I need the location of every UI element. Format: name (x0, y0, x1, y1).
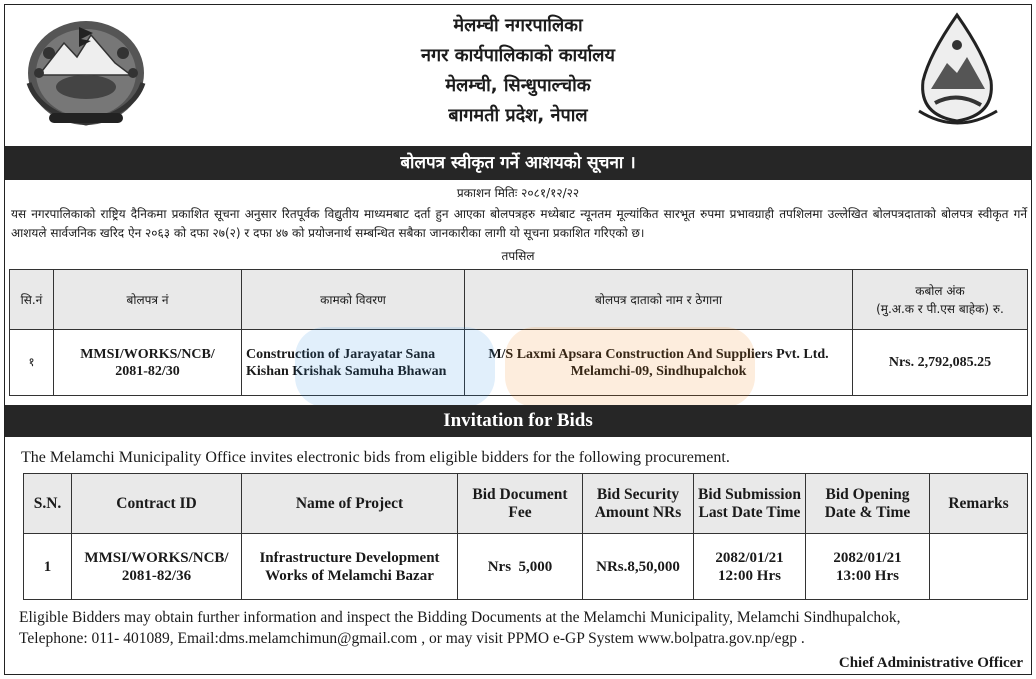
col-submission-line1: Bid Submission (698, 485, 801, 503)
signature: Chief Administrative Officer (838, 655, 1023, 671)
invitation-intro: The Melamchi Municipality Office invites electronic bids from eligible bidders for the following procurement. (21, 449, 730, 466)
bids-table (23, 473, 1028, 600)
contract-line2: 2081-82/36 (121, 567, 192, 584)
notice-header (5, 5, 1031, 145)
row-submission (694, 534, 806, 600)
col-remarks: Remarks (930, 474, 1028, 534)
row-sn: १ (10, 330, 54, 396)
col-bid-no: बोलपत्र नं (54, 270, 242, 330)
bidder-line2: Melamchi-09, Sindhupalchok (570, 363, 747, 379)
project-line2: Works of Melamchi Bazar (265, 567, 434, 584)
col-opening-line1: Bid Opening (825, 485, 910, 503)
row-remarks (930, 534, 1028, 600)
work-line1: Construction of Jarayatar Sana (246, 346, 436, 362)
col-fee-line1: Bid Document (472, 485, 568, 503)
bidder-line1: M/S Laxmi Apsara Construction And Suppliers Pvt. Ltd. (488, 346, 829, 362)
header-province: बागमती प्रदेश, नेपाल (448, 105, 588, 126)
submission-date: 2082/01/21 (715, 549, 784, 566)
col-fee (458, 474, 583, 534)
submission-time: 12:00 Hrs (718, 567, 781, 584)
row-amount: Nrs. 2,792,085.25 (853, 330, 1028, 396)
opening-date: 2082/01/21 (833, 549, 902, 566)
publication-date: प्रकाशन मितिः २०८१/१२/२२ (456, 186, 580, 200)
row-sn: 1 (24, 534, 72, 600)
col-opening-line2: Date & Time (824, 503, 911, 521)
col-contract-id: Contract ID (72, 474, 242, 534)
col-amount (853, 270, 1028, 330)
col-security-line1: Bid Security (596, 485, 680, 503)
eligible-line2: Telephone: 011- 401089, Email:dms.melamchimun@gmail.com , or may visit PPMO e-GP System www.bolpatra.gov.np/egp . (19, 630, 805, 647)
col-project: Name of Project (242, 474, 458, 534)
header-location: मेलम्ची, सिन्धुपाल्चोक (445, 75, 591, 96)
award-table (9, 269, 1028, 396)
col-work: कामको विवरण (242, 270, 465, 330)
col-sn: सि.नं (10, 270, 54, 330)
row-bid-no (54, 330, 242, 396)
notice-title-bar: बोलपत्र स्वीकृत गर्ने आशयको सूचना । (5, 146, 1031, 180)
row-security: NRs.8,50,000 (583, 534, 694, 600)
row-bidder (465, 330, 853, 396)
row-fee: Nrs 5,000 (458, 534, 583, 600)
award-table-header (10, 270, 1028, 330)
row-work (242, 330, 465, 396)
notice-paragraph: यस नगरपालिकाको राष्ट्रिय दैनिकमा प्रकाशित सूचना अनुसार रितपूर्वक विद्युतीय माध्यमबाट दर्ता हुन आएका बोलपत्रहरु मध्येबाट न्यूनतम मूल्यांकित सारभूत रुपमा प्रभावग्राही तपशिलमा उल्लेखित बोलपत्रदाताको बोलपत्र स्वीकृत गर्ने आशयले सार्वजनिक खरिद ऐन २०६३ को दफा २७(२) र दफा ४७ को प्रयोजनार्थ सम्बन्धित सबैका जानकारीका लागी यो सूचना प्रकाशित गरिएको छ। (11, 207, 1027, 240)
municipality-logo-icon (909, 11, 1005, 131)
col-security (583, 474, 694, 534)
bids-table-header (24, 474, 1028, 534)
col-security-line2: Amount NRs (594, 503, 682, 521)
invitation-title-bar: Invitation for Bids (5, 405, 1031, 437)
table-row (10, 330, 1028, 396)
work-line2: Kishan Krishak Samuha Bhawan (246, 363, 447, 379)
row-opening (806, 534, 930, 600)
bid-no-line2: 2081-82/30 (115, 363, 180, 379)
eligible-bidders-text (19, 607, 1027, 649)
header-office: नगर कार्यपालिकाको कार्यालय (421, 45, 615, 66)
table-row (24, 534, 1028, 600)
row-project (242, 534, 458, 600)
col-amount-line2: (मु.अ.क र पी.एस बाहेक) रु. (876, 301, 1004, 316)
bid-no-line1: MMSI/WORKS/NCB/ (80, 346, 215, 362)
contract-line1: MMSI/WORKS/NCB/ (84, 549, 229, 566)
notice-frame (4, 4, 1032, 675)
eligible-line1: Eligible Bidders may obtain further information and inspect the Bidding Documents at the Melamchi Municipality, Melamchi Sindhupalchok, (19, 609, 901, 626)
header-municipality: मेलम्ची नगरपालिका (453, 15, 583, 36)
details-label: तपसिल (501, 249, 535, 263)
opening-time: 13:00 Hrs (836, 567, 899, 584)
col-amount-line1: कबोल अंक (915, 283, 965, 298)
row-contract-id (72, 534, 242, 600)
project-line1: Infrastructure Development (259, 549, 440, 566)
col-opening (806, 474, 930, 534)
col-sn: S.N. (24, 474, 72, 534)
col-fee-line2: Fee (508, 503, 532, 521)
col-bidder: बोलपत्र दाताको नाम र ठेगाना (465, 270, 853, 330)
col-submission-line2: Last Date Time (698, 503, 801, 521)
col-submission (694, 474, 806, 534)
